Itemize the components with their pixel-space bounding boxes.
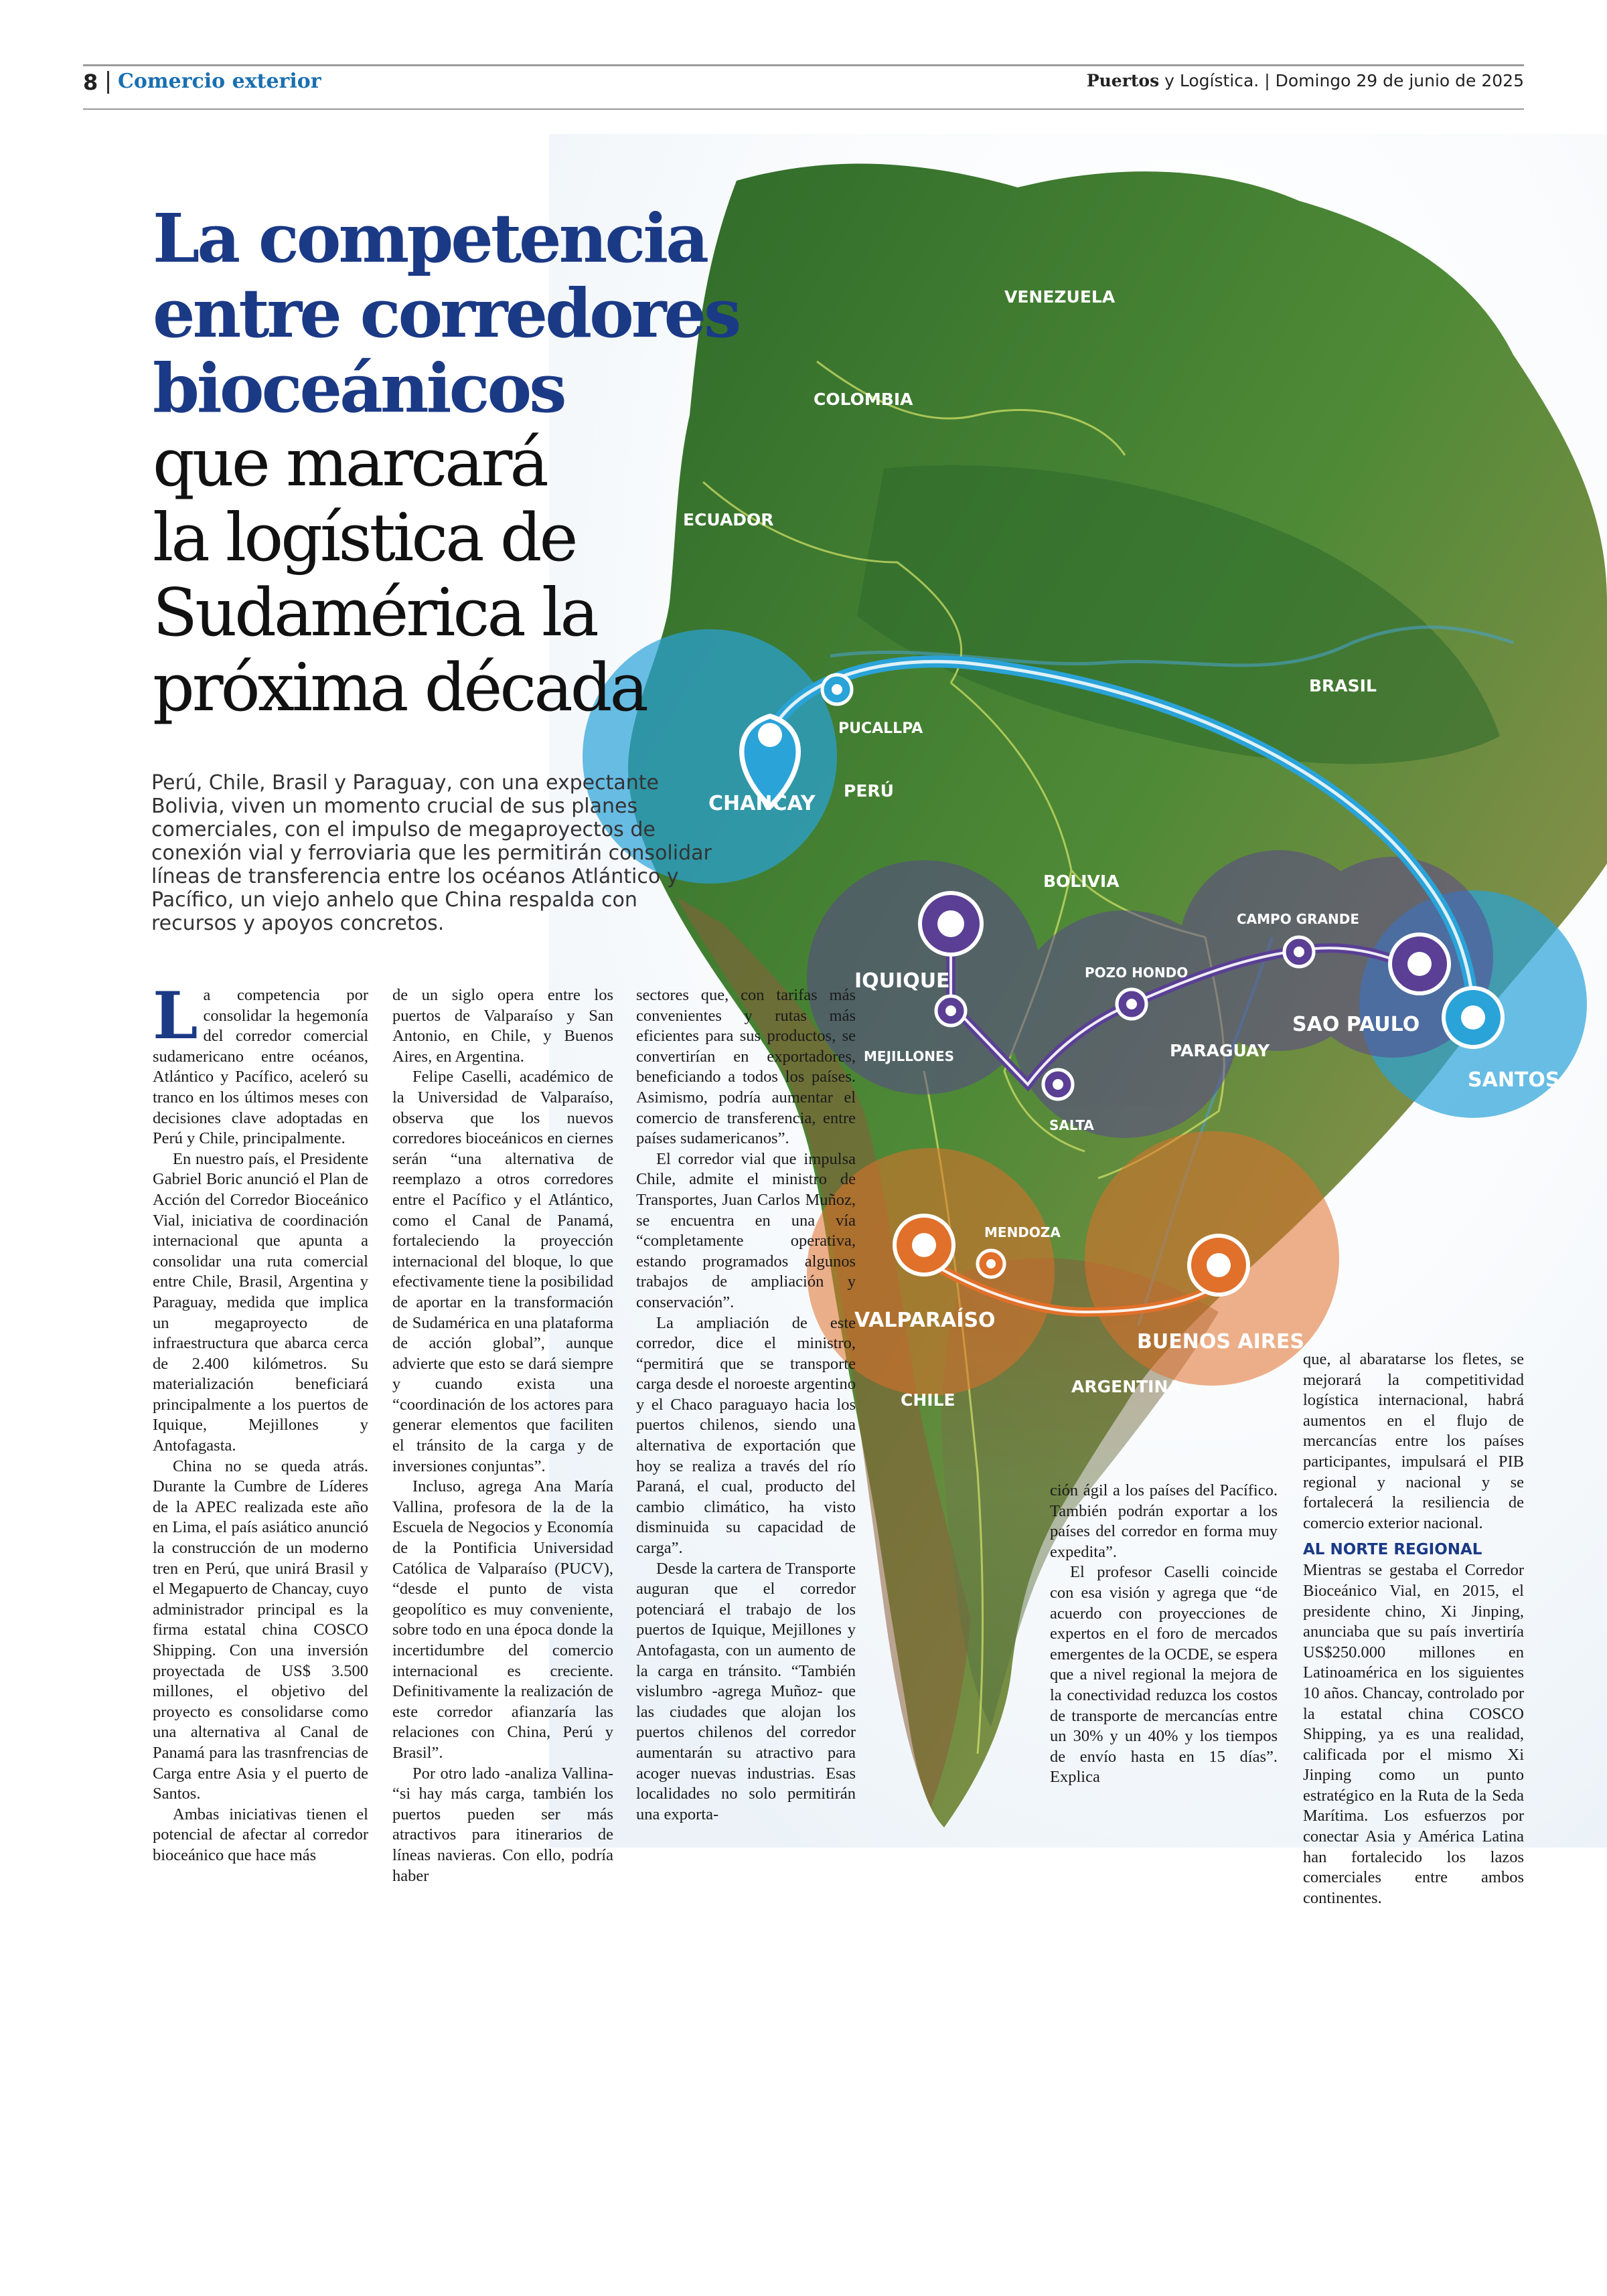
paragraph: que, al abaratarse los fletes, se mejorará la competitividad logística internacional, habrá aumentos en el flujo de mercancías entre los países participantes, impulsará el PIB regional y nacional y se fortalecerá la resiliencia de comercio exterior nacional. [1303,1350,1524,1532]
country-label: ARGENTINA [1071,1377,1181,1396]
city-label: SALTA [1049,1117,1094,1133]
city-label: IQUIQUE [854,969,950,993]
article-lead: Perú, Chile, Brasil y Paraguay, con una expectante Bolivia, viven un momento crucial de sus planes comerciales, con el impulso de megaproyectos de conexión vial y ferroviaria que les permitirán consolidar líneas de transferencia entre los océanos Atlántico y Pacífico, un viejo anhelo que China respalda con recursos y apoyos concretos. [151,771,712,935]
city-label: CAMPO GRANDE [1237,911,1359,927]
country-label: VENEZUELA [1004,287,1116,307]
publication-info [1087,71,1524,90]
buenos-aires-pin-icon [1189,1236,1248,1295]
mejillones-pin-icon [936,996,966,1026]
valparaiso-pin-icon [895,1216,953,1275]
paragraph: a competencia por consolidar la hegemonía del corredor comercial sudamericano entre océanos, Atlántico y Pacífico, aceleró su tranco en los últimos meses con decisiones clave adoptadas en Perú y Chile, principalmente. [153,986,368,1148]
paragraph: China no se queda atrás. Durante la Cumbre de Líderes de la APEC realizada este año en Lima, el país asiático anunció la construcción de un moderno tren en Perú, que unirá Brasil y el Megapuerto de Chancay, cuyo administrador principal es la firma estatal china COSCO Shipping. Con una inversión proyectada de US$ 3.500 millones, el objetivo del proyecto es consolidarse como una alternativa al Canal de Panamá para las trasnfrencias de Carga entre Asia y el puerto de Santos. [153,1457,368,1803]
country-label: CHILE [901,1390,955,1410]
paragraph: de un siglo opera entre los puertos de Valparaíso y San Antonio, en Chile, y Buenos Aires, en Argentina. [392,986,613,1066]
city-label: SAO PAULO [1292,1013,1420,1036]
paragraph: Incluso, agrega Ana María Vallina, profesora de la de la Escuela de Negocios y Economía de la Pontificia Universidad Católica de Valparaíso (PUCV), “desde el punto de vista geopolítico es muy conveniente, sobre todo en una época donde la incertidumbre del comercio internacional es creciente. Definitivamente la realización de este corredor afianzaría las relaciones con China, Perú y Brasil”. [392,1477,613,1762]
city-label: MENDOZA [984,1224,1061,1240]
mendoza-pin-icon [978,1250,1004,1277]
city-label: MEJILLONES [864,1048,955,1064]
headline-light-line: la logística de [153,500,576,576]
paragraph: ción ágil a los países del Pacífico. También podrán exportar a los países del corredor en forma muy expedita”. [1050,1481,1278,1561]
city-label: POZO HONDO [1085,965,1189,981]
pucallpa-pin-icon [822,675,852,704]
header-separator: | [1264,71,1276,90]
city-label: PUCALLPA [838,720,923,737]
campo-grande-pin-icon [1284,937,1314,967]
paragraph: En nuestro país, el Presidente Gabriel Boric anunció el Plan de Acción del Corredor Bioceánico Vial, iniciativa de coordinación internacional que apunta a consolidar una ruta comercial entre Chile, Brasil, Argentina y Paraguay, medida que implica un megaproyecto de infraestructura que abarca cerca de 2.400 kilómetros. Su materialización beneficiará principalmente a los puertos de Iquique, Mejillones y Antofagasta. [153,1149,368,1455]
paragraph: Mientras se gestaba el Corredor Bioceánico Vial, en 2015, el presidente chino, Xi Jinping, anunciaba que su país invertiría US$250.000 millones en Latinoamérica en los siguientes 10 años. Chancay, controlado por la estatal china COSCO Shipping, ya es una realidad, calificada por el mismo Xi Jinping como un punto estratégico en la Ruta de la Seda Marítima. Los esfuerzos por conectar Asia y América Latina han fortalecido los lazos comerciales entre ambos continentes. [1303,1561,1524,1907]
country-label: COLOMBIA [814,390,913,409]
country-label: PERÚ [844,781,894,801]
paragraph: La ampliación de este corredor, dice el ministro, “permitirá que se transporte carga desde el noroeste argentino y el Chaco paraguayo hacia los puertos chilenos, siendo una alternativa de exportación que hoy se realiza a través del río Paraná, el cual, producto del cambio climático, ha visto disminuida su capacidad de carga”. [636,1313,856,1558]
sao-paulo-pin-icon [1390,934,1449,993]
page-number: 8 [83,70,98,95]
paragraph: sectores que, con tarifas más convenientes y rutas más eficientes para sus productos, se convertirían en exportadores, beneficiando a todos los países. Asimismo, podría aumentar el comercio de transferencia, entre países sudamericanos”. [636,986,856,1148]
article-column-5 [1303,1349,1524,1908]
headline-bold-line: entre corredores [153,274,739,353]
paragraph: Por otro lado -analiza Vallina- “si hay más carga, también los puertos pueden ser más atractivos para itinerarios de líneas navieras. Con ello, podría haber [392,1764,613,1885]
header-top-rule [83,64,1524,66]
headline-light-line: que marcará [153,425,546,501]
pozo-hondo-pin-icon [1117,989,1146,1019]
headline-light-line: próxima década [153,650,646,726]
country-label: ECUADOR [683,510,774,529]
salta-pin-icon [1043,1070,1073,1099]
paragraph: El corredor vial que impulsa Chile, admite el ministro de Transportes, Juan Carlos Muñoz, se encuentra en una vía “completamente operativa, estando programados algunos trabajos de ampliación y conservación”. [636,1149,856,1311]
page-header [83,67,1524,100]
headline-bold-line: bioceánicos [153,349,564,428]
city-label: SANTOS [1468,1068,1560,1092]
iquique-pin-icon [920,893,982,955]
article-column-2 [392,985,613,1886]
city-label: CHANCAY [708,792,816,815]
paragraph: Felipe Caselli, académico de la Universidad de Valparaíso, observa que los nuevos corredores bioceánicos en ciernes serán “una alternativa de reemplazo a otros corredores entre el Pacífico y el Atlántico, como el Canal de Panamá, fortaleciendo la proyección internacional del bloque, lo que efectivamente tiene la posibilidad de aportar en la transformación de Sudamérica en una plataforma de acción global”, aunque advierte que esto se dará siempre y cuando exista una “coordinación de los actores para generar elementos que faciliten el tránsito de la carga y de inversiones conjuntas”. [392,1068,613,1475]
santos-pin-icon [1444,988,1503,1047]
country-label: BRASIL [1309,676,1377,695]
article-column-1 [153,978,368,1866]
city-label: VALPARAÍSO [854,1309,996,1332]
section-title: Comercio exterior [118,70,321,93]
drop-cap: L [153,978,198,1054]
paragraph: Desde la cartera de Transporte auguran que el corredor potenciará el trabajo de los puertos de Iquique, Mejillones y Antofagasta, con un aumento de la carga en tránsito. “También vislumbro -agrega Muñoz- que las ciudades que alojan los puertos chilenos del corredor aumentarán su atractivo para acoger nuevas industrias. Esas localidades no solo permitirán una exporta- [636,1559,856,1823]
paragraph: El profesor Caselli coincide con esa visión y agrega que “de acuerdo con proyecciones de expertos en el foro de mercados emergentes de la OCDE, se espera que a nivel regional la mejora de la conectividad reduzca los costos de transporte de mercancías entre un 30% y un 40% y los tiempos de envío hasta en 15 días”. Explica [1050,1563,1278,1787]
city-label: BUENOS AIRES [1137,1330,1304,1354]
publication-name-bold: Puertos [1086,71,1160,90]
headline-light-line: Sudamérica la [153,575,597,651]
country-label: BOLIVIA [1043,872,1120,891]
paragraph: Ambas iniciativas tienen el potencial de afectar al corredor bioceánico que hace más [153,1805,368,1864]
section-subhead: AL NORTE REGIONAL [1303,1541,1482,1559]
headline-bold-line: La competencia [153,199,707,278]
article-headline [153,201,742,726]
header-divider [107,71,109,94]
article-column-3 [636,985,856,1825]
header-bottom-rule [83,108,1524,110]
publication-name-rest: y Logística. [1164,71,1259,90]
country-label: PARAGUAY [1170,1041,1270,1060]
article-column-4 [1050,1481,1278,1788]
publication-date: Domingo 29 de junio de 2025 [1275,71,1524,90]
